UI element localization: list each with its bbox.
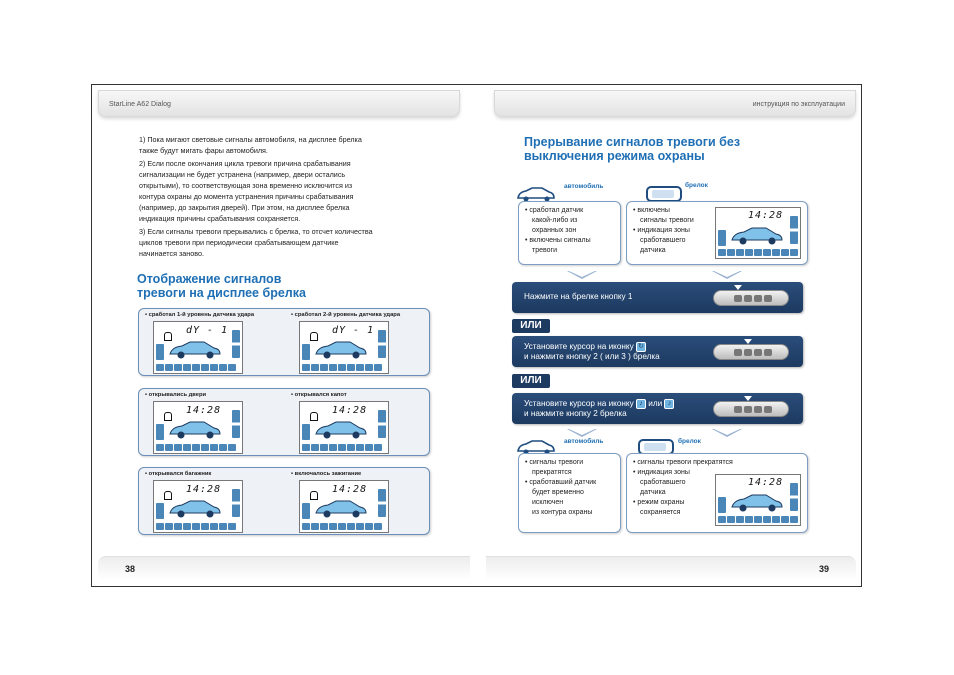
- page-left: [92, 85, 477, 586]
- lcd-display: [153, 321, 243, 374]
- keyfob-buttons-icon: [713, 344, 789, 360]
- side-icon: [378, 330, 386, 358]
- car-tab-label: автомобиль: [564, 438, 604, 445]
- action-text: [524, 342, 660, 362]
- keyfob-buttons-icon: [713, 290, 789, 306]
- action-text: [524, 399, 674, 419]
- car-icon: [314, 498, 368, 518]
- fob-status-line: • включены сигналы тревоги: [633, 206, 803, 226]
- lcd-digits: 14:28: [186, 405, 222, 416]
- car-status-line: • сработал датчик какой-либо из охранных зон: [525, 206, 616, 236]
- lcd-cell: [285, 468, 431, 534]
- arrow-down-icon: [712, 271, 742, 279]
- side-icon: [232, 330, 240, 358]
- lcd-icon-row: [156, 523, 236, 530]
- lcd-display: [153, 401, 243, 454]
- car-icon: [730, 492, 784, 512]
- keyfob-icon: [646, 186, 682, 202]
- or-label: ИЛИ: [512, 319, 550, 333]
- arrow-down-icon: [712, 429, 742, 437]
- lcd-digits: 14:28: [186, 484, 222, 495]
- fob-status-line: • индикация зоны сработавшего датчика: [633, 226, 803, 256]
- page-right: [478, 85, 863, 586]
- car-icon: [168, 498, 222, 518]
- lcd-icon-row: [718, 249, 798, 256]
- arrow-down-icon: [567, 429, 597, 437]
- side-icon: [302, 344, 310, 360]
- fob-result-box: [626, 453, 808, 533]
- manual-spread: [91, 84, 862, 587]
- side-icon: [790, 216, 798, 244]
- car-result-line: • сработавший датчик будет временно исключен из контура охраны: [525, 478, 616, 518]
- side-icon: [790, 483, 798, 511]
- car-icon: [730, 225, 784, 245]
- car-icon: [168, 339, 222, 359]
- page-number-left: 38: [125, 564, 136, 574]
- header-left: [98, 90, 460, 117]
- action-or: или: [648, 399, 663, 409]
- lcd-label: • открывался багажник: [145, 471, 211, 477]
- lcd-panel-1: [138, 308, 430, 376]
- side-icon: [232, 410, 240, 438]
- header-right: [494, 90, 856, 117]
- action-line: Установите курсор на иконку: [524, 342, 634, 352]
- fob-tab-label: брелок: [685, 182, 708, 189]
- side-icon: [718, 230, 726, 246]
- lcd-panel-3: [138, 467, 430, 535]
- arrow-down-icon: [567, 271, 597, 279]
- lcd-label: • открывались двери: [145, 392, 206, 398]
- fob-result-line: • режим охраны сохраняется: [633, 498, 803, 518]
- lcd-digits: 14:28: [748, 210, 784, 221]
- side-icon: [718, 497, 726, 513]
- note-1: 1) Пока мигают световые сигналы автомобиля, на дисплее брелка также будут мигать фары автомобиля.: [139, 135, 362, 155]
- fob-status-box: [626, 201, 808, 265]
- left-section-title: Отображение сигналов тревоги на дисплее брелка: [137, 272, 306, 300]
- lcd-icon-row: [718, 516, 798, 523]
- lcd-icon-row: [302, 523, 382, 530]
- header-left-text: StarLine A62 Dialog: [109, 101, 171, 108]
- music-note-icon: ♪: [636, 399, 646, 409]
- fob-result-line: • сигналы тревоги прекратятся: [633, 458, 803, 468]
- action-cursor-button-2: [512, 393, 803, 424]
- action-line: и нажмите кнопку 2 брелка: [524, 409, 627, 419]
- action-line: и нажмите кнопку 2 ( или 3 ) брелка: [524, 352, 660, 362]
- header-right-text: инструкция по эксплуатации: [752, 101, 845, 108]
- side-icon: [378, 410, 386, 438]
- lcd-label: • включалось зажигание: [291, 471, 361, 477]
- car-status-line: • включены сигналы тревоги: [525, 236, 616, 256]
- side-icon: [302, 503, 310, 519]
- lcd-icon-row: [302, 444, 382, 451]
- action-text: Нажмите на брелке кнопку 1: [524, 292, 633, 301]
- lcd-display: [299, 401, 389, 454]
- footer-right: [486, 556, 856, 580]
- footer-left: [98, 556, 470, 580]
- lcd-icon-row: [156, 444, 236, 451]
- car-icon: [314, 419, 368, 439]
- car-status-box: [518, 201, 621, 265]
- music-note-icon: ♪: [664, 399, 674, 409]
- car-icon: [516, 186, 556, 202]
- lcd-display: [715, 474, 801, 526]
- lcd-display: [299, 480, 389, 533]
- lcd-cell: [139, 468, 285, 534]
- note-2: 2) Если после окончания цикла тревоги причина срабатывания сигнализации не будет устранена (например, двери остались открытыми), то соответствующая зона временно исключится из контура охраны до момента устранения причины срабатывания (например, до закрытия дверей). При этом, на дисплее брелка индикация причины срабатывания сохраняется.: [139, 159, 354, 223]
- lcd-icon-row: [156, 364, 236, 371]
- car-icon: [168, 419, 222, 439]
- lcd-digits: 14:28: [748, 477, 784, 488]
- side-icon: [232, 489, 240, 517]
- side-icon: [156, 344, 164, 360]
- lcd-label: • сработал 1-й уровень датчика удара: [145, 312, 254, 318]
- lcd-digits: 14:28: [332, 484, 368, 495]
- note-3: 3) Если сигналы тревоги прерывались с брелка, то отсчет количества циклов тревоги при периодически срабатывающем датчике начинается заново.: [139, 227, 373, 258]
- lcd-digits: dY - 1: [332, 325, 375, 336]
- lcd-cell: [139, 389, 285, 455]
- fob-tab-label: брелок: [678, 438, 701, 445]
- side-icon: [156, 503, 164, 519]
- side-icon: [156, 424, 164, 440]
- lcd-cell: [139, 309, 285, 375]
- lcd-digits: dY - 1: [186, 325, 229, 336]
- lcd-display: [299, 321, 389, 374]
- lcd-digits: 14:28: [332, 405, 368, 416]
- action-cursor-button-2-3: [512, 336, 803, 367]
- lcd-cell: [285, 389, 431, 455]
- lcd-icon-row: [302, 364, 382, 371]
- lcd-cell: [285, 309, 431, 375]
- right-section-title: Прерывание сигналов тревоги без выключения режима охраны: [524, 135, 741, 163]
- action-line: Установите курсор на иконку: [524, 399, 634, 409]
- keyfob-buttons-icon: [713, 401, 789, 417]
- car-tab-label: автомобиль: [564, 183, 604, 190]
- lcd-panel-2: [138, 388, 430, 456]
- page-number-right: 39: [818, 564, 829, 574]
- alarm-toggle-icon: ↻: [636, 342, 646, 352]
- car-result-line: • сигналы тревоги прекратятся: [525, 458, 616, 478]
- notes: [139, 134, 439, 261]
- side-icon: [378, 489, 386, 517]
- side-icon: [302, 424, 310, 440]
- lcd-display: [715, 207, 801, 259]
- lcd-display: [153, 480, 243, 533]
- action-press-button-1: [512, 282, 803, 313]
- car-icon: [314, 339, 368, 359]
- fob-result-line: • индикация зоны сработавшего датчика: [633, 468, 803, 498]
- car-result-box: [518, 453, 621, 533]
- lcd-label: • сработал 2-й уровень датчика удара: [291, 312, 400, 318]
- or-label: ИЛИ: [512, 374, 550, 388]
- lcd-label: • открывался капот: [291, 392, 347, 398]
